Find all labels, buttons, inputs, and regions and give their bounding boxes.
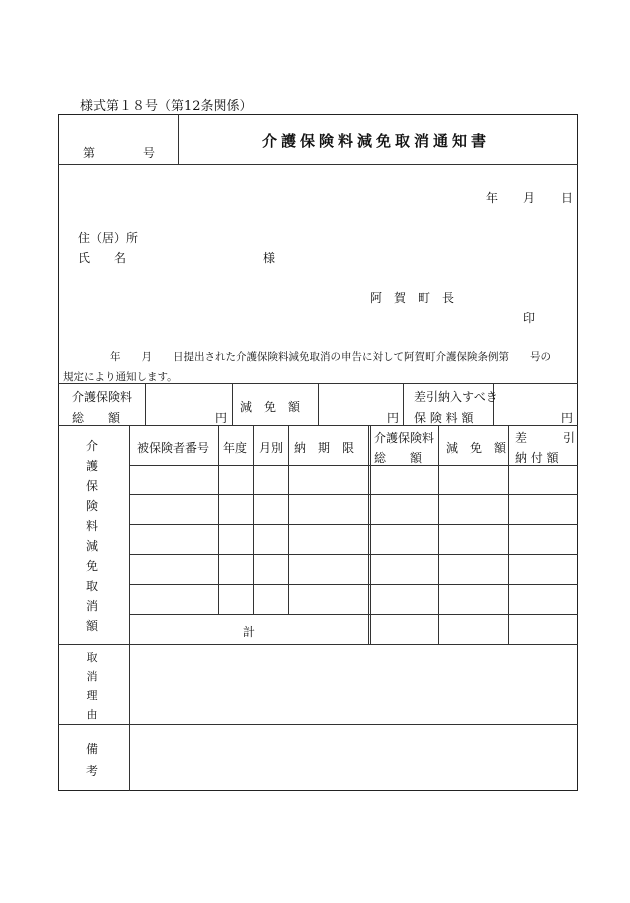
rule-summary-bottom bbox=[58, 425, 578, 426]
rule-detail-bottom bbox=[58, 644, 578, 645]
rule-reason-bottom bbox=[58, 724, 578, 725]
date-day: 日 bbox=[561, 191, 574, 205]
form-number-label: 様式第１８号（第12条関係） bbox=[80, 99, 253, 114]
rule-col-premium-a bbox=[368, 425, 369, 644]
rule-col-reduction bbox=[438, 425, 439, 644]
reason-label-text: 取消理由 bbox=[86, 651, 98, 721]
col-fiscal-year: 年度 bbox=[223, 441, 248, 455]
rule-header-divider bbox=[178, 114, 179, 164]
total-premium-label-2: 総 額 bbox=[72, 411, 121, 425]
date-month: 月 bbox=[523, 191, 536, 205]
rule-header-bottom bbox=[58, 164, 578, 165]
reduction-amount-label: 減 免 額 bbox=[240, 400, 301, 414]
document-title: 介護保険料減免取消通知書 bbox=[262, 132, 491, 150]
reason-label bbox=[82, 648, 102, 724]
col-difference-2: 納 付 額 bbox=[515, 451, 559, 465]
col-difference-1: 差 引 bbox=[515, 431, 576, 445]
rule-col-year bbox=[218, 425, 219, 614]
rule-summary-v1 bbox=[145, 383, 146, 425]
col-insured-number: 被保険者番号 bbox=[137, 441, 210, 455]
yen-unit-1: 円 bbox=[215, 411, 228, 425]
rule-detail-row3 bbox=[129, 554, 578, 555]
due-premium-label-1: 差引納入すべき bbox=[414, 390, 498, 404]
notice-text-line2: 規定により通知します。 bbox=[63, 371, 178, 383]
remarks-label bbox=[82, 738, 102, 782]
rule-col-month bbox=[253, 425, 254, 614]
col-month: 月別 bbox=[259, 441, 284, 455]
date-year: 年 bbox=[486, 191, 499, 205]
col-premium-total-2: 総 額 bbox=[374, 451, 423, 465]
rule-remarks bbox=[129, 724, 130, 791]
number-prefix: 第 bbox=[83, 146, 96, 160]
rule-detail-row4 bbox=[129, 584, 578, 585]
notice-text-line1: 年 月 日提出された介護保険料減免取消の申告に対して阿賀町介護保険条例第 号の bbox=[110, 351, 551, 363]
rule-summary-v2 bbox=[232, 383, 233, 425]
col-due-date: 納 期 限 bbox=[294, 441, 355, 455]
col-reduction: 減 免 額 bbox=[446, 441, 507, 455]
col-premium-total-1: 介護保険料 bbox=[374, 431, 435, 445]
rule-summary-v3 bbox=[318, 383, 319, 425]
total-label: 計 bbox=[243, 625, 256, 639]
detail-side-label-text: 介護保険料減免取消額 bbox=[85, 439, 98, 633]
honorific: 様 bbox=[263, 251, 276, 265]
name-label: 氏 名 bbox=[78, 251, 127, 265]
rule-col-diff bbox=[508, 425, 509, 644]
rule-detail-row5 bbox=[129, 614, 578, 615]
rule-summary-v4 bbox=[403, 383, 404, 425]
detail-side-label bbox=[82, 436, 102, 636]
rule-detail-row1 bbox=[129, 494, 578, 495]
rule-col-due bbox=[288, 425, 289, 614]
issuer-title: 阿 賀 町 長 bbox=[370, 291, 455, 305]
rule-detail-row2 bbox=[129, 524, 578, 525]
yen-unit-3: 円 bbox=[561, 411, 574, 425]
rule-side-label bbox=[129, 425, 130, 724]
yen-unit-2: 円 bbox=[387, 411, 400, 425]
total-premium-label-1: 介護保険料 bbox=[72, 390, 133, 404]
rule-detail-header bbox=[129, 465, 578, 466]
rule-col-premium-b bbox=[370, 425, 371, 644]
due-premium-label-2: 保 険 料 額 bbox=[414, 411, 474, 425]
remarks-label-text: 備考 bbox=[85, 742, 98, 778]
address-label: 住（居）所 bbox=[78, 231, 139, 245]
number-suffix: 号 bbox=[143, 146, 156, 160]
seal-mark: 印 bbox=[523, 311, 536, 325]
